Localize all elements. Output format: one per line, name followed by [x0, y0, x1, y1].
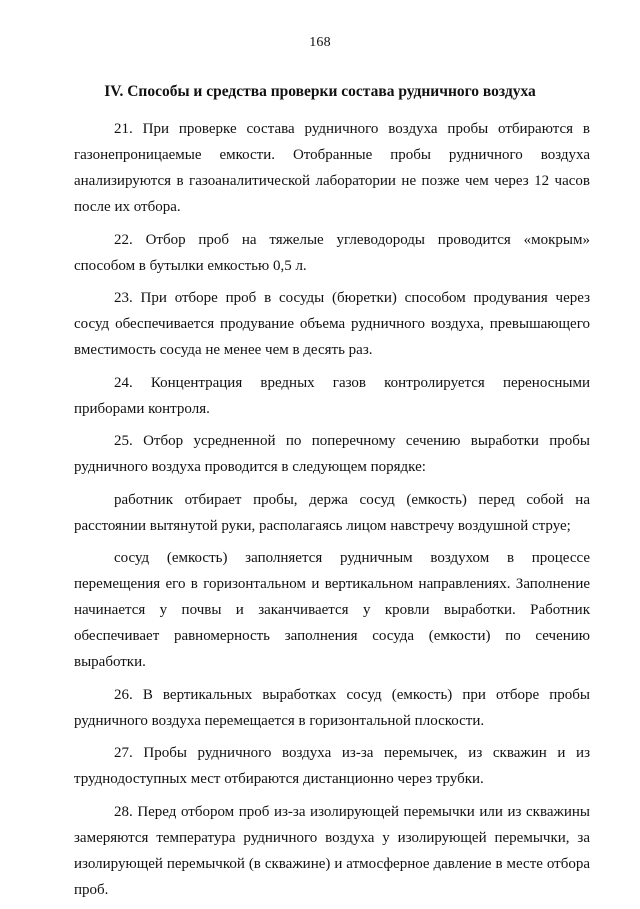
paragraph-21: 21. При проверке состава рудничного воздуха пробы отбираются в газонепроницаемые емкости. Отобранные пробы рудничного воздуха анализируются в газоаналитической лаборатории не позже чем через 12 часов после их отбора. — [74, 121, 590, 215]
body-text — [74, 116, 590, 909]
section-title: IV. Способы и средства проверки состава рудничного воздуха — [104, 83, 536, 100]
paragraph-23: 23. При отборе проб в сосуды (бюретки) способом продувания через сосуд обеспечивается продувание объема рудничного воздуха, превышающего вместимость сосуда не менее чем в десять раз. — [74, 290, 590, 358]
paragraph-28: 28. Перед отбором проб из-за изолирующей перемычки или из скважины замеряются температура рудничного воздуха у изолирующей перемычки, за изолирующей перемычкой (в скважине) и атмосферное давление в месте отбора проб. — [74, 803, 590, 898]
paragraph-25-step-2: сосуд (емкость) заполняется рудничным воздухом в процессе перемещения его в горизонтальном и вертикальном направлениях. Заполнение начинается у почвы и заканчивается у кровли выработки. Работник обеспечивает равномерность заполнения сосуда (емкости) по сечению выработки. — [74, 550, 590, 670]
paragraph-22: 22. Отбор проб на тяжелые углеводороды проводится «мокрым» способом в бутылки емкостью 0,5 л. — [74, 231, 590, 274]
paragraph-27: 27. Пробы рудничного воздуха из-за перемычек, из скважин и из труднодоступных мест отбираются дистанционно через трубки. — [74, 745, 590, 787]
paragraph-24: 24. Концентрация вредных газов контролируется переносными приборами контроля. — [74, 374, 590, 417]
paragraph-25: 25. Отбор усредненной по поперечному сечению выработки пробы рудничного воздуха проводится в следующем порядке: — [74, 433, 590, 475]
page-number: 168 — [309, 35, 331, 50]
paragraph-25-step-1: работник отбирает пробы, держа сосуд (емкость) перед собой на расстоянии вытянутой руки, располагаясь лицом навстречу воздушной струе; — [74, 491, 590, 534]
paragraph-26: 26. В вертикальных выработках сосуд (емкость) при отборе пробы рудничного воздуха перемещается в горизонтальной плоскости. — [74, 686, 590, 729]
